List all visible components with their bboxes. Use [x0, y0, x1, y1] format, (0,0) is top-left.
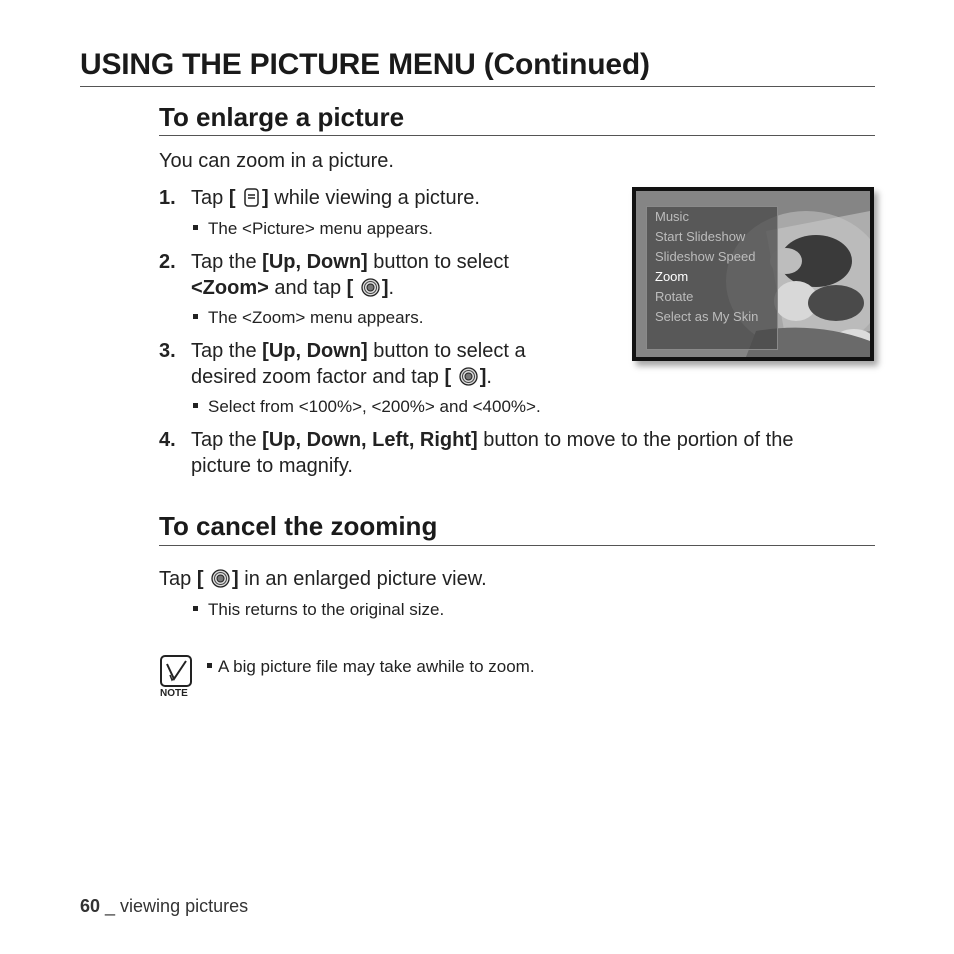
title-rule — [80, 86, 875, 87]
note-text-line — [207, 657, 535, 677]
bracket: [ — [196, 568, 204, 590]
step-text: button to select a — [367, 340, 526, 362]
step-number: 4. — [159, 429, 176, 451]
step-text: desired zoom factor and tap — [191, 366, 445, 388]
cancel-instruction — [159, 566, 487, 592]
step-number: 3. — [159, 340, 176, 362]
step-number: 1. — [159, 187, 176, 209]
section-rule-enlarge — [159, 135, 875, 136]
footer-section-name: _ viewing pictures — [100, 896, 249, 916]
section-rule-cancel — [159, 545, 875, 546]
bracket: [ — [228, 187, 236, 209]
step-text: . — [486, 366, 492, 388]
button-ref: [Up, Down, Left, Right] — [262, 429, 478, 451]
step-text: and tap — [268, 277, 347, 299]
step-text: button to select — [367, 251, 509, 273]
page-number: 60 — [80, 896, 101, 916]
step-4 — [159, 427, 793, 453]
step-2 — [159, 249, 509, 275]
menu-item-rotate: Rotate — [655, 289, 694, 304]
step-2-line2 — [191, 275, 394, 301]
step-3 — [159, 338, 526, 364]
step-text: Tap — [191, 187, 229, 209]
step-text: Tap the — [191, 429, 263, 451]
step-text: Tap the — [191, 340, 263, 362]
bullet-text: Select from <100%>, <200%> and <400%>. — [208, 397, 541, 416]
step-3-bullet — [193, 397, 541, 417]
bracket: ] — [262, 187, 269, 209]
select-button-icon — [211, 569, 230, 588]
step-text: button to move to the portion of the — [477, 429, 794, 451]
picture-menu — [646, 206, 778, 350]
menu-item-zoom: Zoom — [655, 269, 689, 284]
bracket: [ — [346, 277, 354, 299]
step-number: 2. — [159, 251, 176, 273]
button-ref: [Up, Down] — [262, 340, 368, 362]
bracket: ] — [479, 366, 487, 388]
step-text: . — [388, 277, 395, 299]
step-text: while viewing a picture. — [268, 187, 480, 209]
step-text: Tap the — [191, 251, 263, 273]
device-screen-image — [632, 187, 874, 361]
bullet-text: The <Picture> menu appears. — [208, 219, 433, 238]
step-2-bullet — [193, 308, 423, 328]
bullet-text: The <Zoom> menu appears. — [208, 308, 424, 327]
step-4-line2: picture to magnify. — [191, 455, 353, 477]
bracket: [ — [444, 366, 452, 388]
select-button-icon — [361, 278, 380, 297]
menu-item-music: Music — [655, 209, 689, 224]
select-button-icon — [459, 367, 478, 386]
note-text: A big picture file may take awhile to zoom. — [218, 657, 535, 676]
bracket: ] — [232, 568, 239, 590]
cancel-bullet — [193, 600, 444, 620]
page-title: USING THE PICTURE MENU (Continued) — [80, 48, 650, 81]
menu-item-slideshow-speed: Slideshow Speed — [655, 249, 756, 264]
step-1-bullet — [193, 219, 433, 239]
note-pencil-icon — [160, 655, 192, 687]
section-heading-cancel: To cancel the zooming — [159, 511, 438, 541]
button-ref: [Up, Down] — [262, 251, 368, 273]
step-3-line2 — [191, 364, 492, 390]
intro-text: You can zoom in a picture. — [159, 150, 394, 172]
note-label: NOTE — [160, 688, 188, 699]
step-text: Tap — [159, 568, 197, 590]
page-footer — [80, 896, 248, 917]
menu-item-select-as-my-skin: Select as My Skin — [655, 309, 759, 324]
bracket: ] — [381, 277, 389, 299]
menu-item-start-slideshow: Start Slideshow — [655, 229, 746, 244]
section-heading-enlarge: To enlarge a picture — [159, 102, 405, 132]
menu-ref: <Zoom> — [191, 277, 269, 299]
step-1 — [159, 185, 480, 211]
menu-icon — [243, 188, 260, 207]
bullet-text: This returns to the original size. — [208, 600, 445, 619]
step-text: in an enlarged picture view. — [238, 568, 487, 590]
